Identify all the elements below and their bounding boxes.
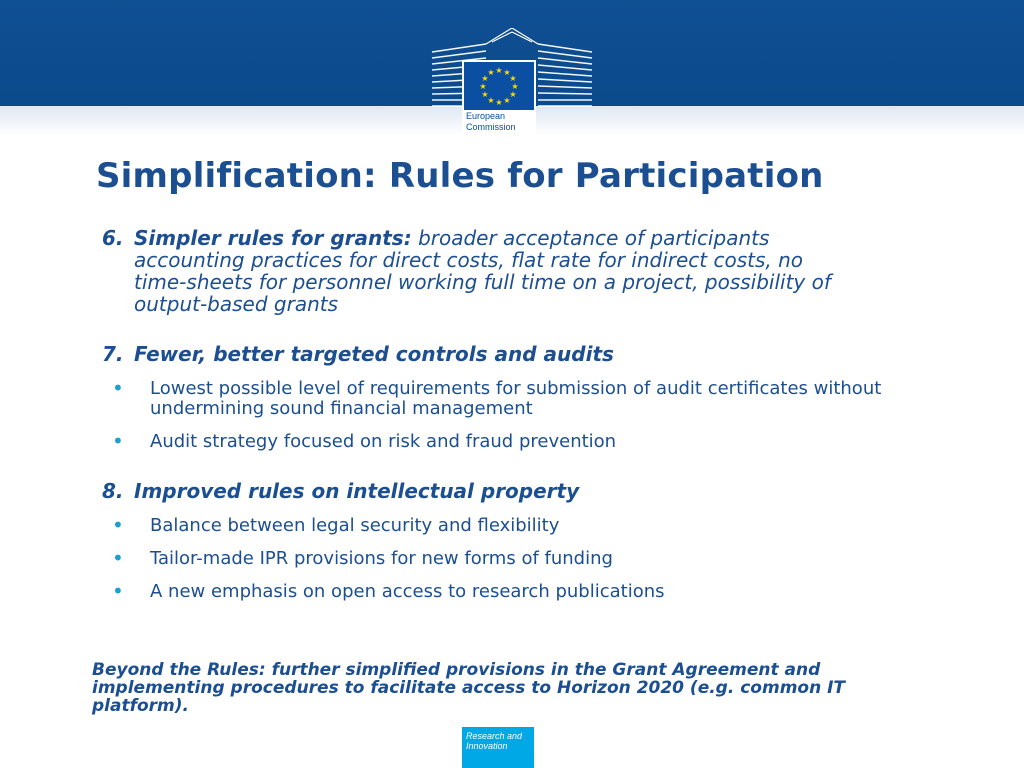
bullet-icon: • xyxy=(112,376,124,400)
section-8-number: 8. xyxy=(102,479,124,503)
bullet-icon: • xyxy=(112,546,124,570)
footer-badge-text xyxy=(466,731,532,751)
section-6-line-1: broader acceptance of participants xyxy=(418,226,770,250)
svg-text:★: ★ xyxy=(503,96,511,105)
section-6 xyxy=(102,227,942,315)
list-item xyxy=(112,429,970,453)
svg-text:★: ★ xyxy=(495,98,503,107)
section-6-line-2: accounting practices for direct costs, flat rate for indirect costs, no xyxy=(134,248,804,272)
section-6-heading: Simpler rules for grants: xyxy=(134,226,412,250)
footer-line-1: Research and xyxy=(466,731,523,741)
svg-text:★: ★ xyxy=(481,90,489,99)
list-item xyxy=(112,376,970,419)
list-item xyxy=(112,579,970,603)
section-8-heading-row xyxy=(102,480,579,502)
bullet-icon: • xyxy=(112,513,124,537)
svg-text:★: ★ xyxy=(495,66,503,75)
section-8-heading: Improved rules on intellectual property xyxy=(134,479,580,503)
logo-text-line-2: Commission xyxy=(466,122,516,132)
bullet-text: Tailor-made IPR provisions for new forms of funding xyxy=(150,548,613,569)
bullet-icon: • xyxy=(112,429,124,453)
list-item xyxy=(112,546,970,570)
logo-text xyxy=(466,111,536,133)
bullet-text: Balance between legal security and flexibility xyxy=(150,515,560,536)
svg-text:★: ★ xyxy=(511,82,519,91)
page-title: Simplification: Rules for Participation xyxy=(96,156,824,196)
bullet-icon: • xyxy=(112,579,124,603)
svg-text:★: ★ xyxy=(487,96,495,105)
eu-flag-icon xyxy=(464,62,534,110)
section-7-heading-row xyxy=(102,343,614,365)
bullet-text: Audit strategy focused on risk and fraud prevention xyxy=(150,431,617,452)
svg-text:★: ★ xyxy=(487,68,495,77)
svg-text:★: ★ xyxy=(509,90,517,99)
section-7-number: 7. xyxy=(102,342,124,366)
section-6-number: 6. xyxy=(102,226,124,250)
beyond-line-2: implementing procedures to facilitate access to Horizon 2020 (e.g. common IT xyxy=(92,678,846,698)
bullet-text: Lowest possible level of requirements for submission of audit certificates without xyxy=(150,378,882,399)
beyond-rules-note xyxy=(92,661,932,715)
logo-text-line-1: European xyxy=(466,111,506,121)
section-6-line-3: time-sheets for personnel working full time on a project, possibility of xyxy=(134,270,831,294)
svg-text:★: ★ xyxy=(509,74,517,83)
beyond-line-3: platform). xyxy=(92,696,189,716)
svg-text:★: ★ xyxy=(481,74,489,83)
footer-line-2: Innovation xyxy=(466,741,508,751)
section-7-heading: Fewer, better targeted controls and audits xyxy=(134,342,614,366)
bullet-text-continued: undermining sound financial management xyxy=(150,398,533,419)
list-item xyxy=(112,513,970,537)
bullet-text: A new emphasis on open access to research publications xyxy=(150,581,665,602)
svg-text:★: ★ xyxy=(503,68,511,77)
section-6-line-4: output-based grants xyxy=(134,292,339,316)
svg-text:★: ★ xyxy=(479,82,487,91)
beyond-line-1: Beyond the Rules: further simplified provisions in the Grant Agreement and xyxy=(92,660,821,680)
